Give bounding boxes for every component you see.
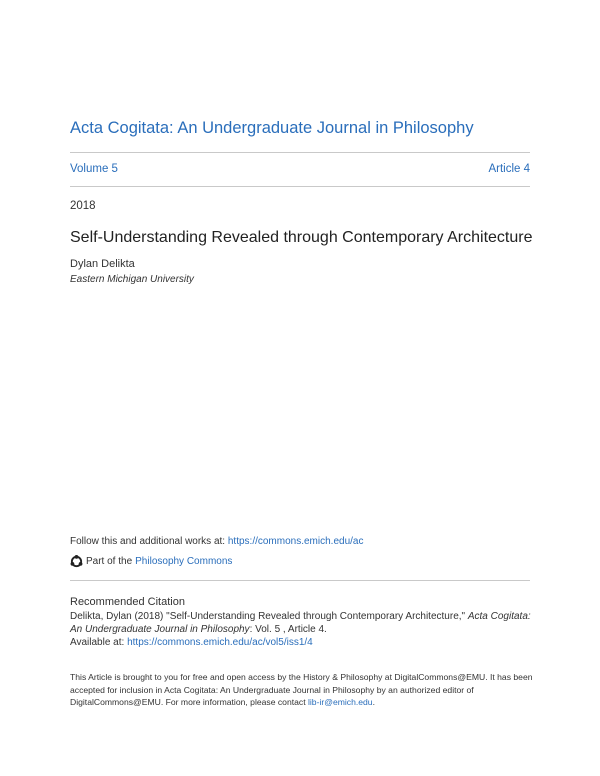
follow-line xyxy=(70,536,363,547)
article-url-link[interactable]: https://commons.emich.edu/ac/vol5/iss1/4 xyxy=(127,637,313,648)
volume-link[interactable]: Volume 5 xyxy=(70,163,118,175)
access-notice-end: . xyxy=(372,697,375,707)
publication-year: 2018 xyxy=(70,200,96,212)
citation-journal-italic: Acta Cogitata: xyxy=(467,611,531,622)
part-of-line xyxy=(70,555,232,568)
citation-text: Delikta, Dylan (2018) "Self-Understanding Revealed through Contemporary Architecture," xyxy=(70,611,468,622)
author-affiliation: Eastern Michigan University xyxy=(70,274,194,285)
citation-divider xyxy=(70,580,530,581)
citation-block xyxy=(70,610,540,649)
access-notice xyxy=(70,671,535,709)
paper-title: Self-Understanding Revealed through Contemporary Architecture xyxy=(70,229,533,246)
open-access-network-icon xyxy=(70,555,86,568)
contact-email-link[interactable]: lib-ir@emich.edu xyxy=(307,697,373,707)
citation-volume-text: : Vol. 5 , Article 4. xyxy=(249,624,327,635)
citation-journal-subtitle-italic: An Undergraduate Journal in Philosophy xyxy=(70,624,250,635)
citation-line-2 xyxy=(70,623,540,636)
follow-text: Follow this and additional works at: xyxy=(70,536,228,547)
meta-divider xyxy=(70,186,530,187)
article-link[interactable]: Article 4 xyxy=(488,163,530,175)
citation-line-3 xyxy=(70,636,540,649)
top-divider xyxy=(70,152,530,153)
recommended-citation-heading: Recommended Citation xyxy=(70,596,185,608)
author-name: Dylan Delikta xyxy=(70,258,135,270)
access-notice-text: This Article is brought to you for free and open access by the History & Philosophy at DigitalCommons@EMU. It has been accepted for inclusion in Acta Cogitata: An Undergraduate Journal in Philosophy by an authorized editor of DigitalCommons@EMU. For more information, please contact xyxy=(70,672,533,707)
collection-url-link[interactable]: https://commons.emich.edu/ac xyxy=(227,536,364,547)
part-of-text: Part of the xyxy=(86,556,133,567)
journal-title[interactable]: Acta Cogitata: An Undergraduate Journal in Philosophy xyxy=(70,119,474,137)
philosophy-commons-link[interactable]: Philosophy Commons xyxy=(135,556,233,567)
citation-line-1 xyxy=(70,610,540,623)
available-at-label: Available at: xyxy=(70,637,128,648)
